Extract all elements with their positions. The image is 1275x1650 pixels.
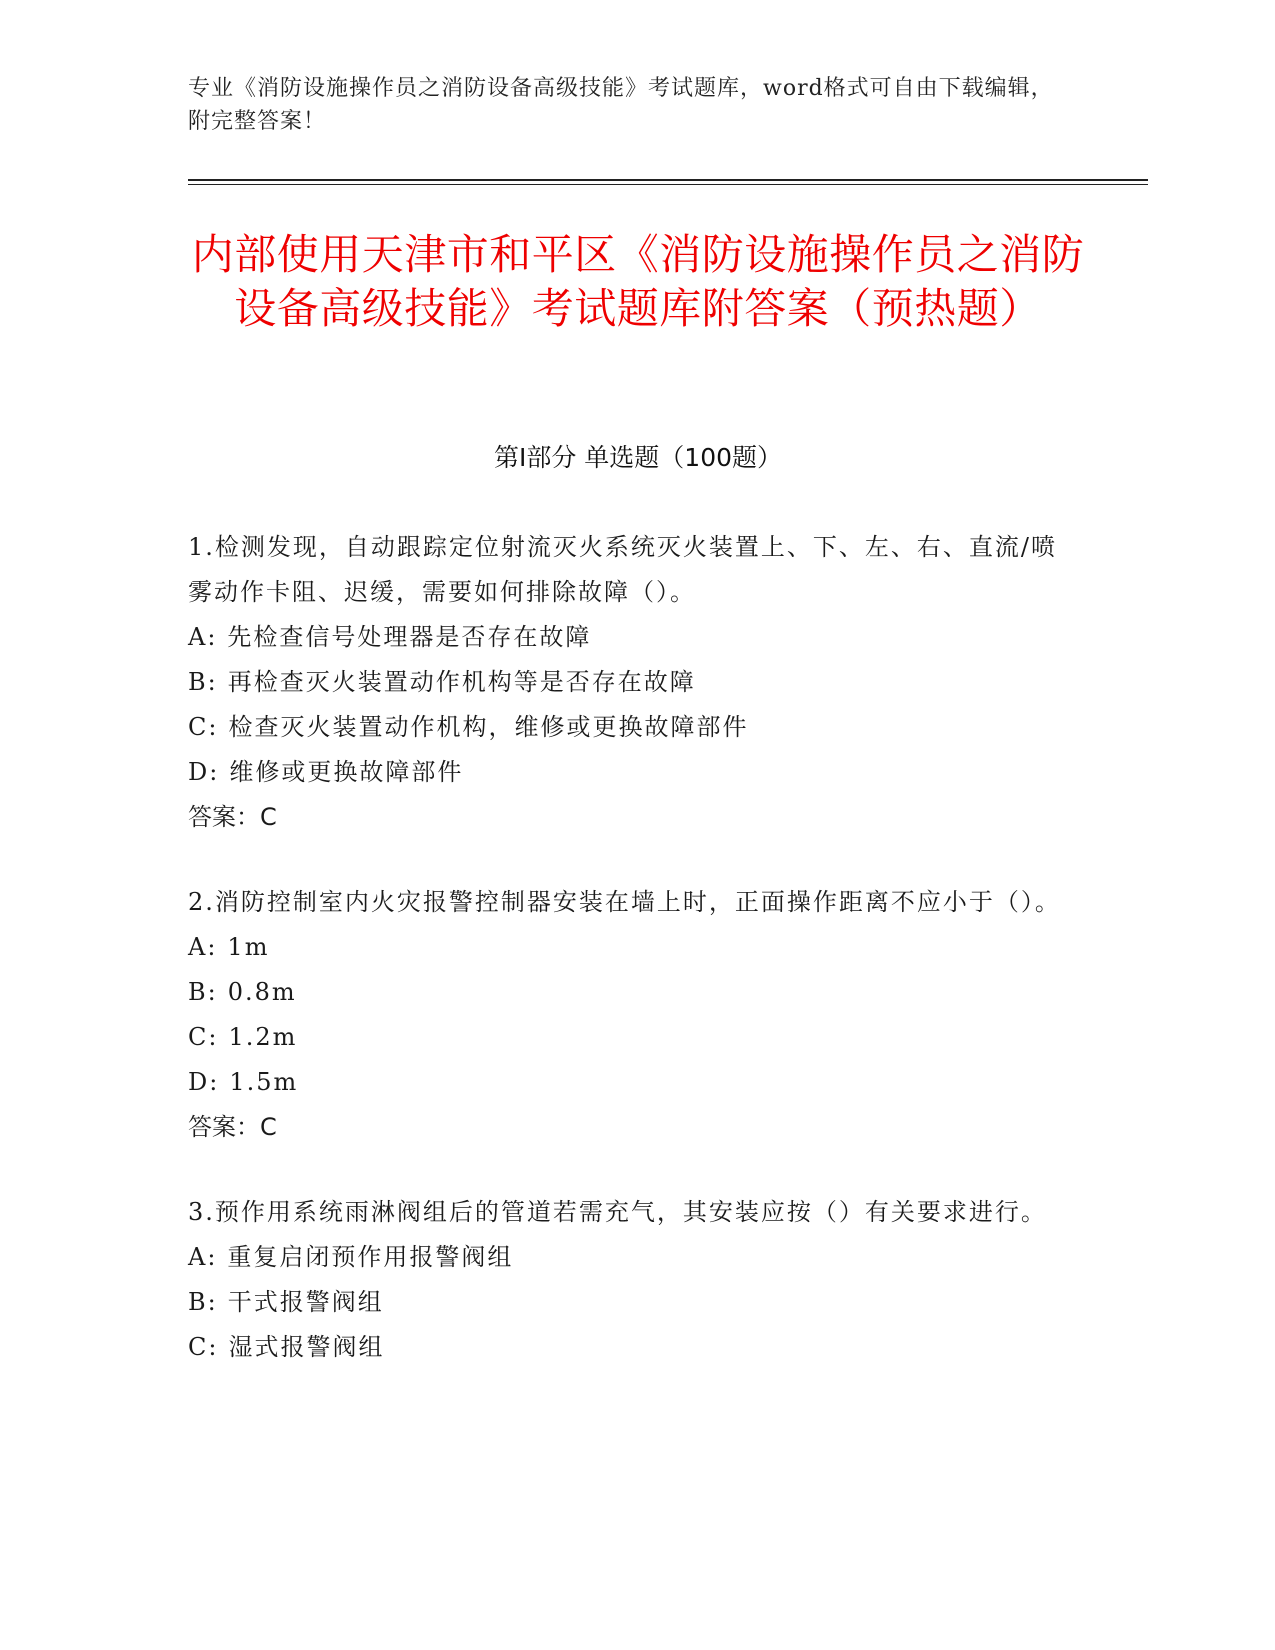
header-divider-thin [188, 184, 1148, 185]
option-key: A: [188, 623, 218, 651]
option-text: 湿式报警阀组 [228, 1333, 385, 1361]
option-text: 1m [227, 933, 270, 961]
question-stem: 2.消防控制室内火灾报警控制器安装在墙上时，正面操作距离不应小于（）。 [188, 888, 1061, 916]
option-key: D: [188, 758, 220, 786]
option-key: D: [188, 1068, 220, 1096]
option-d [188, 750, 1068, 795]
option-key: C: [188, 1023, 219, 1051]
option-text: 检查灭火装置动作机构，维修或更换故障部件 [228, 713, 749, 741]
document-title: 内部使用天津市和平区《消防设施操作员之消防设备高级技能》考试题库附答案（预热题） [191, 230, 1085, 333]
option-b [188, 1280, 1068, 1325]
question-list [188, 525, 1068, 1410]
option-text: 0.8m [227, 978, 297, 1006]
option-text: 干式报警阀组 [227, 1288, 384, 1316]
answer: 答案：C [188, 1113, 277, 1141]
option-c [188, 705, 1068, 750]
option-text: 1.2m [228, 1023, 298, 1051]
option-text: 1.5m [229, 1068, 299, 1096]
option-text: 维修或更换故障部件 [229, 758, 464, 786]
header-note: 专业《消防设施操作员之消防设备高级技能》考试题库，word格式可自由下载编辑，附完整答案！ [188, 76, 1054, 134]
answer: 答案：C [188, 803, 277, 831]
question-2 [188, 880, 1068, 1150]
option-key: A: [188, 1243, 218, 1271]
option-d [188, 1060, 1068, 1105]
option-c [188, 1015, 1068, 1060]
option-key: C: [188, 713, 219, 741]
option-b [188, 970, 1068, 1015]
option-key: B: [188, 1288, 218, 1316]
question-1 [188, 525, 1068, 840]
question-stem: 1.检测发现，自动跟踪定位射流灭火系统灭火装置上、下、左、右、直流/喷雾动作卡阻、迟缓，需要如何排除故障（）。 [188, 533, 1057, 606]
option-key: A: [188, 933, 218, 961]
question-3 [188, 1190, 1068, 1370]
option-text: 先检查信号处理器是否存在故障 [227, 623, 592, 651]
option-b [188, 660, 1068, 705]
question-stem: 3.预作用系统雨淋阀组后的管道若需充气，其安装应按（）有关要求进行。 [188, 1198, 1047, 1226]
option-c [188, 1325, 1068, 1370]
option-key: C: [188, 1333, 219, 1361]
option-a [188, 1235, 1068, 1280]
option-text: 重复启闭预作用报警阀组 [227, 1243, 514, 1271]
option-key: B: [188, 668, 218, 696]
option-a [188, 925, 1068, 970]
option-a [188, 615, 1068, 660]
option-text: 再检查灭火装置动作机构等是否存在故障 [227, 668, 696, 696]
section-title: 第Ⅰ部分 单选题（100题） [493, 443, 783, 472]
option-key: B: [188, 978, 218, 1006]
header-divider-thick [188, 179, 1148, 181]
